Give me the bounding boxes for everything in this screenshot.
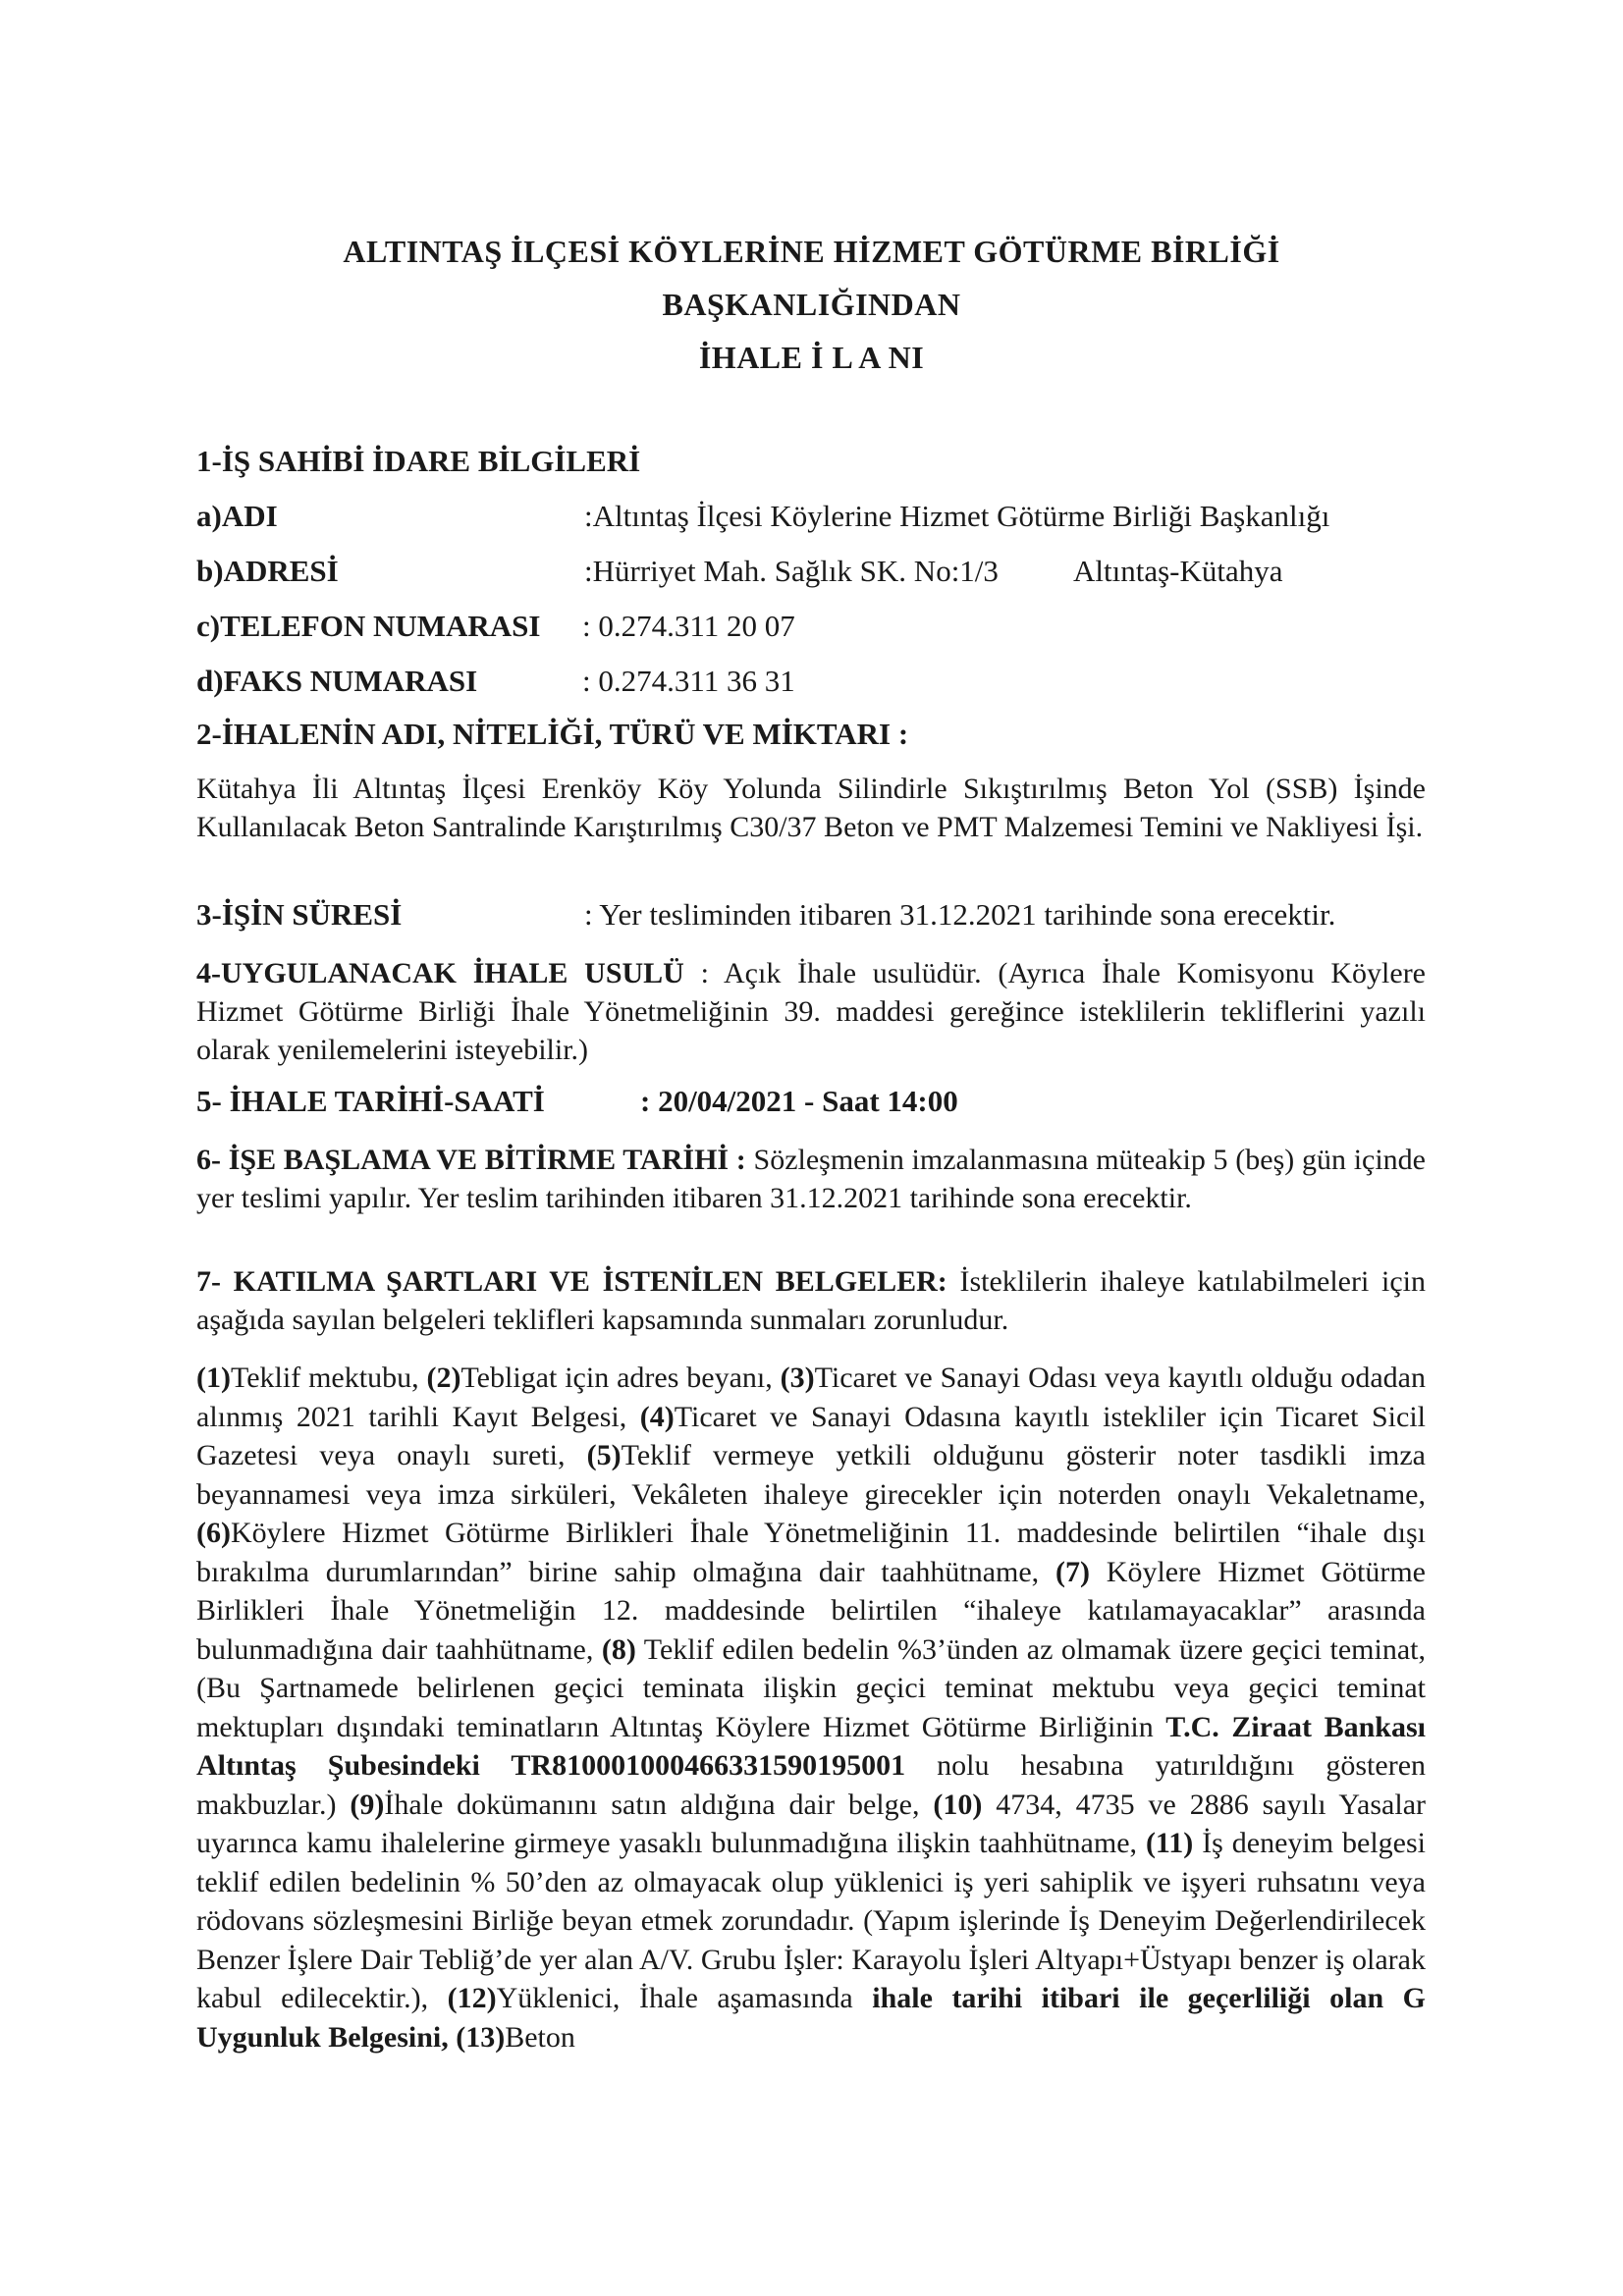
req-number: (13) <box>456 2020 506 2054</box>
section-1-title: 1-İŞ SAHİBİ İDARE BİLGİLERİ <box>196 444 641 478</box>
info-label: c)TELEFON NUMARASI <box>196 609 541 643</box>
req-text: Beton <box>505 2020 575 2054</box>
section-6-title: 6- İŞE BAŞLAMA VE BİTİRME TARİHİ : <box>196 1144 746 1176</box>
req-number: (12) <box>447 1982 497 2014</box>
info-label: d)FAKS NUMARASI <box>196 664 478 698</box>
bank-account: T.C. Ziraat Bankası Altıntaş Şubesindeki TR810001000466331590195001 <box>196 1710 1426 1782</box>
section-7-requirements <box>196 1359 1426 2056</box>
section-4-title: 4-UYGULANACAK İHALE USULÜ <box>196 957 684 989</box>
section-7-title: 7- KATILMA ŞARTLARI VE İSTENİLEN BELGELER: <box>196 1265 947 1298</box>
req-text: İş deneyim belgesi teklif edilen bedelinin % 50’den az olmayacak olup yüklenici iş yeri sahiplik ve işyeri ruhsatını veya rödovans sözleşmesini Birliğe beyan etmek zorundadır. (Yapım işlerinde İş Deneyim Değerlendirilecek Benzer İşlere Dair Tebliğ’de yer alan A/V. Grubu İşler: Karayolu İşleri Altyapı+Üstyapı benzer iş olarak kabul edilecektir.), <box>196 1827 1426 2014</box>
section-7 <box>196 1262 1426 1339</box>
req-text: nolu hesabına yatırıldığını gösteren makbuzlar.) <box>196 1749 1427 1821</box>
req-text: Tebligat için adres beyanı, <box>460 1362 781 1394</box>
req-text: 4734, 4735 ve 2886 sayılı Yasalar uyarınca kamu ihalelerine girmeye yasaklı bulunmadığına ilişkin taahhütname, <box>196 1788 1426 1859</box>
req-text: Teklif vermeye yetkili olduğunu gösterir noter tasdikli imza beyannamesi veya imza sirküleri, Vekâleten ihaleye girecekler için noterden onaylı Vekaletname, <box>196 1439 1426 1511</box>
info-label: b)ADRESİ <box>196 554 339 588</box>
header-line-2: BAŞKANLIĞINDAN <box>662 287 961 322</box>
req-emphasis: ihale tarihi itibari ile geçerliliği olan G Uygunluk Belgesini, <box>196 1982 1427 2054</box>
req-text: Köylere Hizmet Götürme Birlikleri İhale Yönetmeliğinin 11. maddesinde belirtilen “ihale dışı bırakılma durumlarından” birine sahip olmağına dair taahhütname, <box>196 1517 1426 1588</box>
section-6-value: Sözleşmenin imzalanmasına müteakip 5 (beş) gün içinde yer teslimi yapılır. Yer teslim tarihinden itibaren 31.12.2021 tarihinde sona erecektir. <box>196 1144 1426 1214</box>
info-value-city: Altıntaş-Kütahya <box>1073 554 1283 588</box>
req-number: (9) <box>350 1788 385 1821</box>
section-4-value: : Açık İhale usulüdür. (Ayrıca İhale Komisyonu Köylere Hizmet Götürme Birliği İhale Yönetmeliğinin 39. maddesi gereğince isteklilerin tekliflerini yazılı olarak yenilemelerini isteyebilir.) <box>196 957 1426 1066</box>
req-number: (7) <box>1055 1555 1090 1588</box>
req-text: Teklif edilen bedelin %3’ünden az olmamak üzere geçici teminat,(Bu Şartnamede belirlenen geçici teminata ilişkin geçici teminat mektubu veya geçici teminat mektupları dışındaki teminatların Altıntaş Köylere Hizmet Götürme Birliğinin <box>196 1632 1426 1743</box>
section-7-intro: İsteklilerin ihaleye katılabilmeleri için aşağıda sayılan belgeleri teklifleri kapsamında sunmaları zorunludur. <box>196 1265 1426 1336</box>
req-text: Ticaret ve Sanayi Odasına kayıtlı istekliler için Ticaret Sicil Gazetesi veya onaylı sureti, <box>196 1400 1426 1471</box>
section-6 <box>196 1141 1426 1217</box>
info-value: : 0.274.311 20 07 <box>582 609 795 643</box>
section-5-value: : 20/04/2021 - Saat 14:00 <box>640 1084 958 1118</box>
req-text: Teklif mektubu, <box>230 1362 427 1394</box>
req-text: İhale dokümanını satın aldığına dair belge, <box>384 1788 934 1821</box>
info-value: :Altıntaş İlçesi Köylerine Hizmet Götürme Birliği Başkanlığı <box>584 499 1330 533</box>
req-text: Köylere Hizmet Götürme Birlikleri İhale Yönetmeliğin 12. maddesinde belirtilen “ihaleye katılamayacaklar” arasında bulunmadığına dair taahhütname, <box>196 1555 1426 1666</box>
info-label: a)ADI <box>196 499 278 533</box>
section-5-title: 5- İHALE TARİHİ-SAATİ <box>196 1084 545 1118</box>
info-value: :Hürriyet Mah. Sağlık SK. No:1/3 <box>584 554 999 588</box>
req-number: (3) <box>780 1362 815 1394</box>
section-2-text: Kütahya İli Altıntaş İlçesi Erenköy Köy Yolunda Silindirle Sıkıştırılmış Beton Yol (SSB) İşinde Kullanılacak Beton Santralinde Karıştırılmış C30/37 Beton ve PMT Malzemesi Temini ve Nakliyesi İşi. <box>196 773 1426 843</box>
req-number: (5) <box>586 1439 622 1471</box>
section-4 <box>196 954 1426 1069</box>
req-text: Yüklenici, İhale aşamasında <box>496 1982 873 2014</box>
info-value: : 0.274.311 36 31 <box>582 664 795 698</box>
req-number: (1) <box>196 1362 231 1394</box>
section-3-value: : Yer tesliminden itibaren 31.12.2021 tarihinde sona erecektir. <box>584 897 1336 932</box>
req-number: (2) <box>426 1362 461 1394</box>
req-number: (11) <box>1145 1827 1194 1859</box>
req-number: (10) <box>933 1788 983 1821</box>
req-text: Ticaret ve Sanayi Odası veya kayıtlı olduğu odadan alınmış 2021 tarihli Kayıt Belgesi, <box>196 1362 1426 1433</box>
header-line-3: İHALE İ L A NI <box>698 340 925 375</box>
header-line-1: ALTINTAŞ İLÇESİ KÖYLERİNE HİZMET GÖTÜRME BİRLİĞİ <box>343 234 1280 269</box>
req-number: (8) <box>601 1632 636 1666</box>
section-2-title: 2-İHALENİN ADI, NİTELİĞİ, TÜRÜ VE MİKTARI : <box>196 717 909 751</box>
section-3-title: 3-İŞİN SÜRESİ <box>196 897 403 932</box>
req-number: (4) <box>639 1400 675 1433</box>
req-number: (6) <box>196 1517 231 1549</box>
